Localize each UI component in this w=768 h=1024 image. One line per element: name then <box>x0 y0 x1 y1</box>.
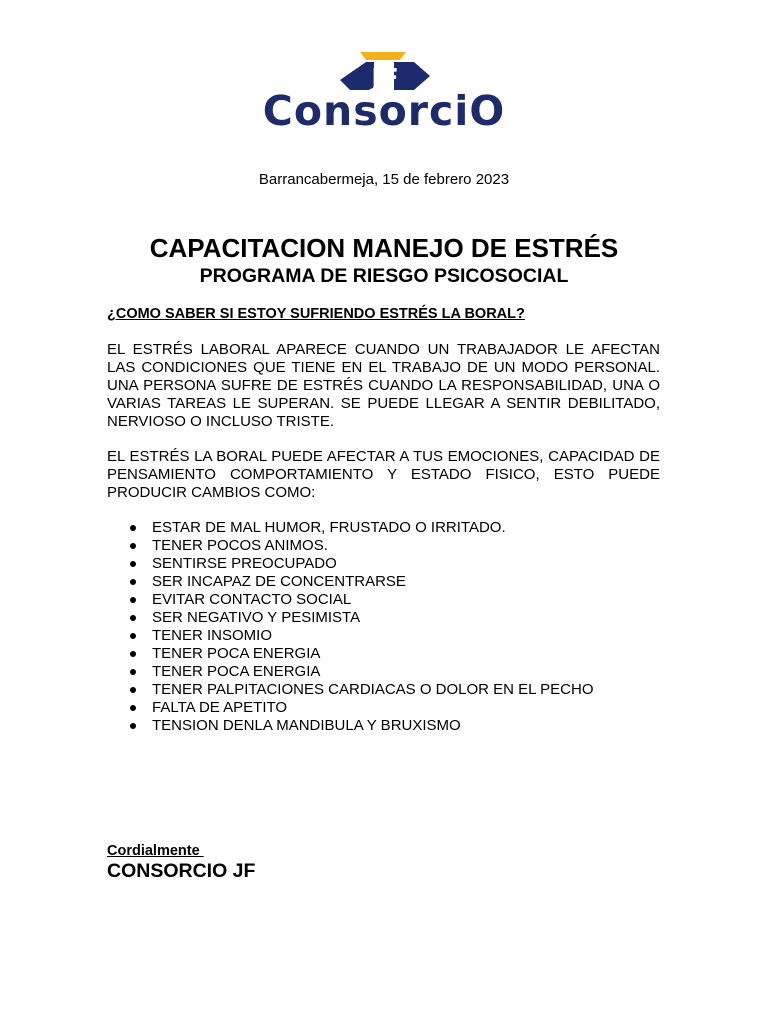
bullet-icon <box>130 651 136 657</box>
bullet-icon <box>130 615 136 621</box>
list-item-text: FALTA DE APETITO <box>152 699 288 716</box>
list-item <box>107 717 660 735</box>
list-item-text: TENER POCA ENERGIA <box>152 663 321 680</box>
list-item-text: TENSION DENLA MANDIBULA Y BRUXISMO <box>152 717 461 734</box>
paragraph-1: EL ESTRÉS LABORAL APARECE CUANDO UN TRABAJADOR LE AFECTAN LAS CONDICIONES QUE TIENE EN EL TRABAJO DE UN MODO PERSONAL. UNA PERSONA SUFRE DE ESTRÉS CUANDO LA RESPONSABILIDAD, UNA O VARIAS TAREAS LE SUPERAN. SE PUEDE LLEGAR A SENTIR DEBILITADO, NERVIOSO O INCLUSO TRISTE. <box>107 341 660 430</box>
bullet-icon <box>130 687 136 693</box>
signature-company: CONSORCIO JF <box>107 860 256 882</box>
list-item <box>107 663 660 681</box>
list-item <box>107 519 660 537</box>
logo-mark-text: JF <box>371 64 399 94</box>
list-item-text: EVITAR CONTACTO SOCIAL <box>152 591 352 608</box>
bullet-icon <box>130 543 136 549</box>
place-date: Barrancabermeja, 15 de febrero 2023 <box>258 171 510 188</box>
list-item-text: TENER INSOMIO <box>152 627 273 644</box>
list-item-text: SER INCAPAZ DE CONCENTRARSE <box>152 573 406 590</box>
document-subtitle: PROGRAMA DE RIESGO PSICOSOCIAL <box>199 265 569 287</box>
company-logo <box>254 46 514 136</box>
bullet-icon <box>130 705 136 711</box>
symptom-list <box>107 519 660 735</box>
bullet-icon <box>130 633 136 639</box>
list-item <box>107 537 660 555</box>
document-title: CAPACITACION MANEJO DE ESTRÉS <box>149 233 619 263</box>
list-item-text: ESTAR DE MAL HUMOR, FRUSTADO O IRRITADO. <box>152 519 506 536</box>
paragraph-2: EL ESTRÉS LA BORAL PUEDE AFECTAR A TUS EMOCIONES, CAPACIDAD DE PENSAMIENTO COMPORTAMIENTO Y ESTADO FISICO, ESTO PUEDE PRODUCIR CAMBIOS COMO: <box>107 448 660 501</box>
list-item <box>107 591 660 609</box>
list-item-text: SENTIRSE PREOCUPADO <box>152 555 337 572</box>
bullet-icon <box>130 597 136 603</box>
closing-salutation: Cordialmente <box>107 843 204 859</box>
list-item <box>107 627 660 645</box>
list-item-text: TENER PALPITACIONES CARDIACAS O DOLOR EN EL PECHO <box>152 681 594 698</box>
list-item-text: SER NEGATIVO Y PESIMISTA <box>152 609 361 626</box>
bullet-icon <box>130 561 136 567</box>
list-item-text: TENER POCA ENERGIA <box>152 645 321 662</box>
list-item <box>107 699 660 717</box>
bullet-icon <box>130 669 136 675</box>
bullet-icon <box>130 579 136 585</box>
section-question: ¿COMO SABER SI ESTOY SUFRIENDO ESTRÉS LA BORAL? <box>107 306 525 322</box>
list-item <box>107 573 660 591</box>
bullet-icon <box>130 525 136 531</box>
logo-wordmark: ConsorciO <box>262 87 506 135</box>
list-item <box>107 609 660 627</box>
list-item <box>107 681 660 699</box>
list-item <box>107 555 660 573</box>
list-item-text: TENER POCOS ANIMOS. <box>152 537 328 554</box>
bullet-icon <box>130 723 136 729</box>
list-item <box>107 645 660 663</box>
